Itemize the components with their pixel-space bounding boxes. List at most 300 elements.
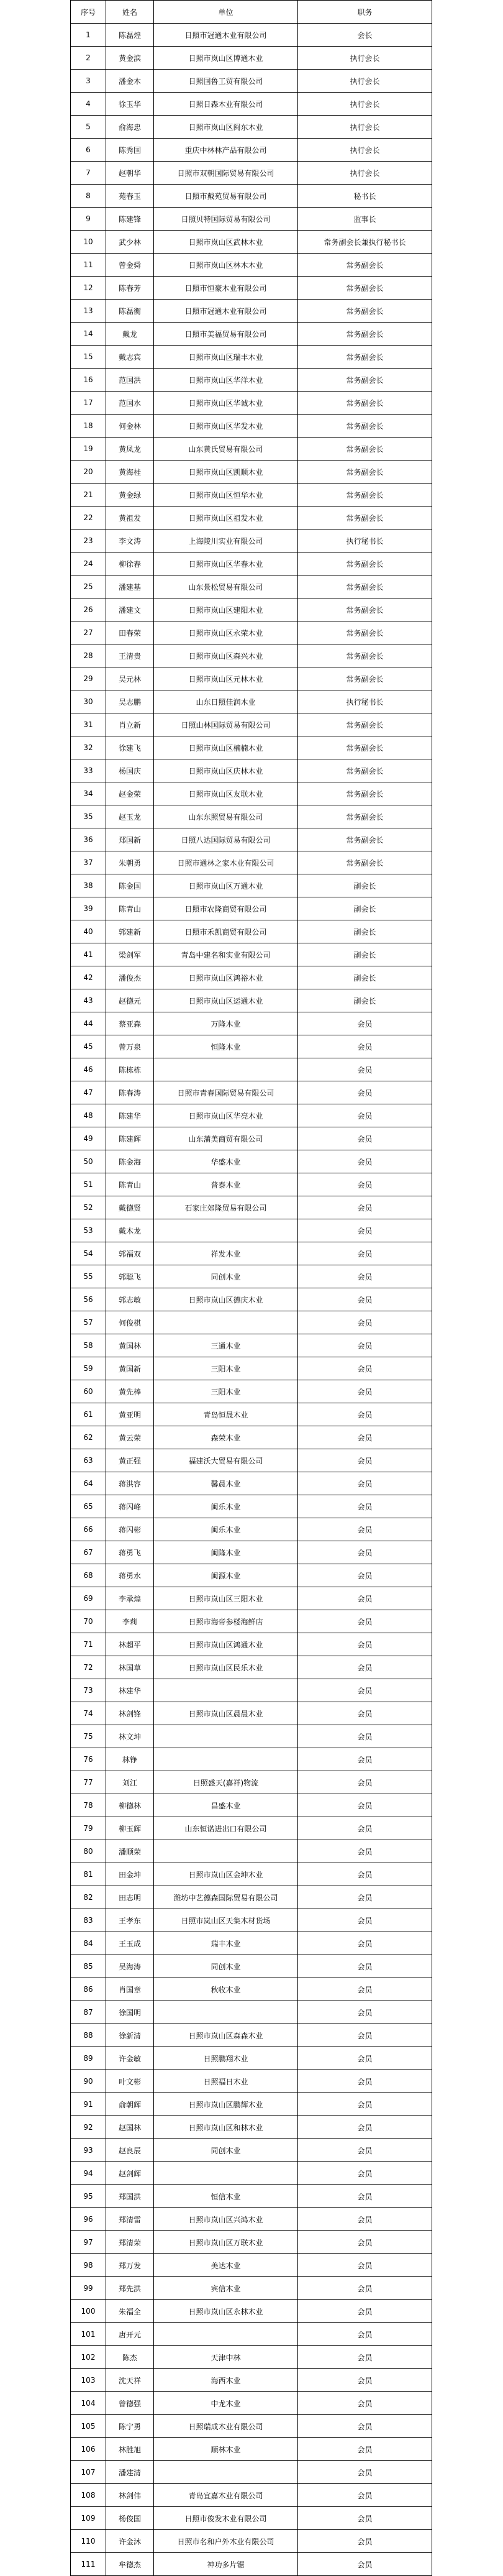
cell-name: 黄祖发 — [106, 506, 154, 529]
table-row — [71, 1035, 432, 1058]
cell-no: 34 — [71, 782, 106, 805]
cell-no: 82 — [71, 1886, 106, 1909]
cell-unit: 上海陵川实业有限公司 — [154, 529, 298, 552]
cell-name: 潘俊杰 — [106, 966, 154, 989]
cell-position: 常务副会长 — [298, 782, 432, 805]
table-row — [71, 369, 432, 392]
cell-position: 常务副会长 — [298, 369, 432, 392]
cell-name: 沈天祥 — [106, 2369, 154, 2392]
cell-unit: 三阳木业 — [154, 1380, 298, 1403]
cell-unit: 恒信木业 — [154, 2185, 298, 2208]
cell-position: 会员 — [298, 1909, 432, 1932]
cell-position: 会员 — [298, 2116, 432, 2139]
cell-unit: 日照市海帝参楼海鲜店 — [154, 1610, 298, 1633]
cell-unit: 瑞丰木业 — [154, 1932, 298, 1955]
cell-position: 执行秘书长 — [298, 529, 432, 552]
cell-name: 黄金滨 — [106, 47, 154, 70]
cell-position: 会员 — [298, 2346, 432, 2369]
cell-unit: 青岛中建名和实业有限公司 — [154, 943, 298, 966]
cell-unit: 日照市岚山区闽东木业 — [154, 116, 298, 139]
cell-name: 杨俊国 — [106, 2507, 154, 2530]
cell-unit: 日照福日木业 — [154, 2070, 298, 2093]
cell-unit: 闽乐木业 — [154, 1518, 298, 1541]
cell-name: 牟德杰 — [106, 2553, 154, 2576]
cell-position: 常务副会长 — [298, 346, 432, 369]
table-row — [71, 575, 432, 598]
cell-unit: 潍坊中艺德森国际贸易有限公司 — [154, 1886, 298, 1909]
table-row — [71, 438, 432, 461]
table-row — [71, 1288, 432, 1311]
table-row — [71, 621, 432, 644]
cell-no: 23 — [71, 529, 106, 552]
cell-position: 会员 — [298, 1771, 432, 1794]
cell-position: 会员 — [298, 1656, 432, 1679]
cell-name: 陈建辉 — [106, 1127, 154, 1150]
cell-no: 55 — [71, 1265, 106, 1288]
cell-position: 常务副会长 — [298, 415, 432, 438]
cell-position: 会员 — [298, 2001, 432, 2024]
cell-unit: 日照市恒豪木业有限公司 — [154, 277, 298, 300]
cell-position: 会员 — [298, 1081, 432, 1104]
cell-unit: 日照市岚山区林木木业 — [154, 254, 298, 277]
cell-name: 俞朝辉 — [106, 2093, 154, 2116]
cell-position: 常务副会长 — [298, 828, 432, 851]
cell-unit: 山东恒诺进出口有限公司 — [154, 1817, 298, 1840]
cell-position: 会员 — [298, 1978, 432, 2001]
cell-no: 98 — [71, 2254, 106, 2277]
table-row — [71, 300, 432, 323]
table-row — [71, 1334, 432, 1357]
cell-unit: 日照市岚山区华亮木业 — [154, 1104, 298, 1127]
cell-position: 常务副会长 — [298, 323, 432, 346]
cell-position: 会员 — [298, 1380, 432, 1403]
cell-position: 会员 — [298, 1219, 432, 1242]
cell-unit: 福建沃大贸易有限公司 — [154, 1449, 298, 1472]
cell-name: 赵朝华 — [106, 162, 154, 185]
cell-name: 吴海涛 — [106, 1955, 154, 1978]
table-row — [71, 2553, 432, 2576]
cell-unit: 日照市岚山区华诚木业 — [154, 392, 298, 415]
cell-unit: 日照市岚山区祖发木业 — [154, 506, 298, 529]
table-row — [71, 1863, 432, 1886]
cell-no: 88 — [71, 2024, 106, 2047]
cell-unit: 普泰木业 — [154, 1173, 298, 1196]
cell-unit — [154, 2461, 298, 2484]
table-row — [71, 2162, 432, 2185]
cell-no: 22 — [71, 506, 106, 529]
cell-unit — [154, 2001, 298, 2024]
cell-name: 吴元林 — [106, 667, 154, 690]
cell-name: 郑先洪 — [106, 2277, 154, 2300]
cell-no: 65 — [71, 1495, 106, 1518]
cell-unit: 闽隆木业 — [154, 1541, 298, 1564]
cell-name: 王清贵 — [106, 644, 154, 667]
cell-no: 54 — [71, 1242, 106, 1265]
cell-unit: 闽乐木业 — [154, 1495, 298, 1518]
cell-no: 108 — [71, 2484, 106, 2507]
cell-no: 67 — [71, 1541, 106, 1564]
cell-position: 常务副会长 — [298, 552, 432, 575]
table-row — [71, 208, 432, 231]
cell-name: 林剑伟 — [106, 2484, 154, 2507]
cell-position: 常务副会长 — [298, 277, 432, 300]
table-row — [71, 1932, 432, 1955]
cell-no: 94 — [71, 2162, 106, 2185]
cell-position: 会员 — [298, 1886, 432, 1909]
cell-no: 75 — [71, 1725, 106, 1748]
cell-name: 潘建基 — [106, 575, 154, 598]
table-row — [71, 1564, 432, 1587]
cell-name: 黄先棒 — [106, 1380, 154, 1403]
table-row — [71, 506, 432, 529]
table-row — [71, 1518, 432, 1541]
cell-unit: 日照市岚山区楠楠木业 — [154, 736, 298, 759]
cell-no: 28 — [71, 644, 106, 667]
table-row — [71, 1610, 432, 1633]
table-row — [71, 2254, 432, 2277]
table-row — [71, 598, 432, 621]
cell-position: 会员 — [298, 1564, 432, 1587]
cell-name: 陈金国 — [106, 874, 154, 897]
member-table-container — [70, 0, 432, 2576]
cell-unit: 日照市岚山区天集木材货场 — [154, 1909, 298, 1932]
table-row — [71, 1978, 432, 2001]
table-row — [71, 2507, 432, 2530]
table-row — [71, 989, 432, 1012]
cell-name: 柳玉辉 — [106, 1817, 154, 1840]
table-row — [71, 1840, 432, 1863]
cell-name: 曾万泉 — [106, 1035, 154, 1058]
table-row — [71, 93, 432, 116]
cell-unit: 日照市岚山区运通木业 — [154, 989, 298, 1012]
cell-name: 蒋闪彬 — [106, 1518, 154, 1541]
table-row — [71, 1725, 432, 1748]
cell-position: 会员 — [298, 1633, 432, 1656]
cell-position: 执行会长 — [298, 139, 432, 162]
cell-name: 黄亚明 — [106, 1403, 154, 1426]
cell-name: 许金沐 — [106, 2530, 154, 2553]
cell-no: 85 — [71, 1955, 106, 1978]
cell-no: 7 — [71, 162, 106, 185]
table-row — [71, 2484, 432, 2507]
cell-position: 常务副会长 — [298, 667, 432, 690]
table-row — [71, 759, 432, 782]
cell-position: 会员 — [298, 1702, 432, 1725]
cell-no: 33 — [71, 759, 106, 782]
cell-name: 曾德强 — [106, 2392, 154, 2415]
cell-no: 70 — [71, 1610, 106, 1633]
cell-no: 72 — [71, 1656, 106, 1679]
cell-position: 会员 — [298, 2047, 432, 2070]
cell-unit: 青岛恒晟木业 — [154, 1403, 298, 1426]
cell-no: 16 — [71, 369, 106, 392]
cell-unit: 日照市戴苑贸易有限公司 — [154, 185, 298, 208]
cell-name: 陈青山 — [106, 897, 154, 920]
cell-position: 会员 — [298, 2231, 432, 2254]
cell-no: 80 — [71, 1840, 106, 1863]
cell-name: 潘金木 — [106, 70, 154, 93]
cell-unit: 日照市岚山区建阳木业 — [154, 598, 298, 621]
cell-position: 执行会长 — [298, 47, 432, 70]
table-row — [71, 484, 432, 506]
cell-name: 林文坤 — [106, 1725, 154, 1748]
cell-position: 会员 — [298, 2070, 432, 2093]
cell-name: 陈杰 — [106, 2346, 154, 2369]
cell-position: 常务副会长兼执行秘书长 — [298, 231, 432, 254]
table-row — [71, 2438, 432, 2461]
cell-name: 郑国新 — [106, 828, 154, 851]
cell-name: 黄海桂 — [106, 461, 154, 484]
cell-unit: 日照盛天(嘉祥)物流 — [154, 1771, 298, 1794]
cell-unit: 日照市通林之家木业有限公司 — [154, 851, 298, 874]
cell-no: 57 — [71, 1311, 106, 1334]
cell-position: 会员 — [298, 1725, 432, 1748]
table-row — [71, 2001, 432, 2024]
cell-position: 会员 — [298, 2024, 432, 2047]
table-row — [71, 1265, 432, 1288]
table-row — [71, 1886, 432, 1909]
cell-name: 陈磊衡 — [106, 300, 154, 323]
cell-name: 苑春玉 — [106, 185, 154, 208]
cell-unit: 山东黄氏贸易有限公司 — [154, 438, 298, 461]
cell-unit: 日照市俊发木业有限公司 — [154, 2507, 298, 2530]
header-position: 职务 — [298, 1, 432, 24]
cell-unit: 日照市冠通木业有限公司 — [154, 24, 298, 47]
cell-position: 常务副会长 — [298, 759, 432, 782]
cell-name: 何金林 — [106, 415, 154, 438]
cell-position: 副会长 — [298, 966, 432, 989]
cell-name: 何俊棋 — [106, 1311, 154, 1334]
cell-name: 潘建文 — [106, 598, 154, 621]
cell-unit: 石家庄郊隆贸易有限公司 — [154, 1196, 298, 1219]
cell-unit: 日照市冠通木业有限公司 — [154, 300, 298, 323]
table-row — [71, 529, 432, 552]
cell-position: 会员 — [298, 2553, 432, 2576]
cell-position: 会员 — [298, 2254, 432, 2277]
cell-no: 62 — [71, 1426, 106, 1449]
cell-unit: 日照市岚山区恒华木业 — [154, 484, 298, 506]
table-row — [71, 461, 432, 484]
cell-no: 58 — [71, 1334, 106, 1357]
cell-no: 53 — [71, 1219, 106, 1242]
cell-position: 会员 — [298, 1426, 432, 1449]
cell-name: 黄金绿 — [106, 484, 154, 506]
cell-position: 会员 — [298, 2323, 432, 2346]
cell-no: 1 — [71, 24, 106, 47]
cell-unit: 日照市岚山区永荣木业 — [154, 621, 298, 644]
table-row — [71, 2392, 432, 2415]
table-row — [71, 1955, 432, 1978]
cell-no: 79 — [71, 1817, 106, 1840]
table-row — [71, 1357, 432, 1380]
cell-unit: 日照市岚山区和林木业 — [154, 2116, 298, 2139]
cell-unit: 顺林木业 — [154, 2438, 298, 2461]
cell-name: 蒋勇飞 — [106, 1541, 154, 1564]
cell-unit: 日照市岚山区森兴木业 — [154, 644, 298, 667]
cell-position: 副会长 — [298, 920, 432, 943]
table-row — [71, 2139, 432, 2162]
cell-no: 27 — [71, 621, 106, 644]
cell-position: 会员 — [298, 1058, 432, 1081]
cell-unit: 日照山林国际贸易有限公司 — [154, 713, 298, 736]
cell-position: 会员 — [298, 2369, 432, 2392]
cell-no: 97 — [71, 2231, 106, 2254]
cell-no: 14 — [71, 323, 106, 346]
table-row — [71, 2185, 432, 2208]
cell-no: 24 — [71, 552, 106, 575]
table-row — [71, 2369, 432, 2392]
cell-position: 会员 — [298, 2461, 432, 2484]
table-body — [71, 24, 432, 2576]
cell-no: 44 — [71, 1012, 106, 1035]
cell-position: 执行会长 — [298, 70, 432, 93]
cell-position: 常务副会长 — [298, 644, 432, 667]
cell-position: 秘书长 — [298, 185, 432, 208]
cell-name: 郭聪飞 — [106, 1265, 154, 1288]
cell-name: 赵剑辉 — [106, 2162, 154, 2185]
cell-no: 19 — [71, 438, 106, 461]
cell-unit — [154, 1219, 298, 1242]
cell-unit: 日照日森木业有限公司 — [154, 93, 298, 116]
cell-no: 109 — [71, 2507, 106, 2530]
cell-no: 3 — [71, 70, 106, 93]
cell-unit: 同创木业 — [154, 2139, 298, 2162]
cell-no: 93 — [71, 2139, 106, 2162]
table-row — [71, 1012, 432, 1035]
cell-name: 陈磊煌 — [106, 24, 154, 47]
cell-no: 95 — [71, 2185, 106, 2208]
cell-unit: 山东东照贸易有限公司 — [154, 805, 298, 828]
table-row — [71, 1219, 432, 1242]
cell-name: 陈宁勇 — [106, 2415, 154, 2438]
cell-name: 陈春芳 — [106, 277, 154, 300]
cell-position: 常务副会长 — [298, 461, 432, 484]
header-unit: 单位 — [154, 1, 298, 24]
cell-no: 74 — [71, 1702, 106, 1725]
cell-unit: 神功多片锯 — [154, 2553, 298, 2576]
cell-name: 黄正强 — [106, 1449, 154, 1472]
cell-position: 会员 — [298, 1127, 432, 1150]
cell-name: 范国洪 — [106, 369, 154, 392]
cell-unit: 山东蒲美商贸有限公司 — [154, 1127, 298, 1150]
cell-unit: 日照贝特国际贸易有限公司 — [154, 208, 298, 231]
cell-no: 107 — [71, 2461, 106, 2484]
cell-position: 常务副会长 — [298, 851, 432, 874]
cell-no: 92 — [71, 2116, 106, 2139]
cell-name: 柳徐春 — [106, 552, 154, 575]
cell-unit — [154, 1725, 298, 1748]
cell-no: 35 — [71, 805, 106, 828]
table-row — [71, 24, 432, 47]
cell-no: 69 — [71, 1587, 106, 1610]
cell-name: 陈建锋 — [106, 208, 154, 231]
cell-name: 黄云荣 — [106, 1426, 154, 1449]
cell-unit: 秋收木业 — [154, 1978, 298, 2001]
cell-position: 会员 — [298, 2277, 432, 2300]
cell-position: 执行会长 — [298, 116, 432, 139]
cell-name: 赵良辰 — [106, 2139, 154, 2162]
cell-unit: 日照市岚山区万联木业 — [154, 2231, 298, 2254]
cell-position: 会员 — [298, 1748, 432, 1771]
cell-position: 常务副会长 — [298, 506, 432, 529]
cell-no: 41 — [71, 943, 106, 966]
cell-unit: 日照市农隆商贸有限公司 — [154, 897, 298, 920]
cell-position: 会员 — [298, 1288, 432, 1311]
table-row — [71, 805, 432, 828]
cell-position: 会员 — [298, 2507, 432, 2530]
cell-name: 肖立新 — [106, 713, 154, 736]
cell-no: 60 — [71, 1380, 106, 1403]
cell-name: 吴志鹏 — [106, 690, 154, 713]
cell-unit: 日照市岚山区三阳木业 — [154, 1587, 298, 1610]
cell-no: 64 — [71, 1472, 106, 1495]
cell-position: 会员 — [298, 1196, 432, 1219]
cell-no: 68 — [71, 1564, 106, 1587]
cell-no: 73 — [71, 1679, 106, 1702]
cell-unit: 日照市岚山区华洋木业 — [154, 369, 298, 392]
cell-no: 102 — [71, 2346, 106, 2369]
cell-no: 39 — [71, 897, 106, 920]
table-row — [71, 2300, 432, 2323]
cell-unit: 日照市岚山区元林木业 — [154, 667, 298, 690]
cell-name: 蔡亚森 — [106, 1012, 154, 1035]
cell-unit: 日照市岚山区永林木业 — [154, 2300, 298, 2323]
table-row — [71, 2323, 432, 2346]
table-row — [71, 552, 432, 575]
table-row — [71, 1748, 432, 1771]
cell-unit: 日照瑞成木业有限公司 — [154, 2415, 298, 2438]
cell-name: 徐国明 — [106, 2001, 154, 2024]
cell-no: 52 — [71, 1196, 106, 1219]
cell-no: 46 — [71, 1058, 106, 1081]
cell-name: 朱福全 — [106, 2300, 154, 2323]
table-row — [71, 2231, 432, 2254]
cell-position: 会员 — [298, 1104, 432, 1127]
table-row — [71, 415, 432, 438]
cell-position: 会员 — [298, 1173, 432, 1196]
cell-no: 43 — [71, 989, 106, 1012]
cell-no: 45 — [71, 1035, 106, 1058]
table-row — [71, 2346, 432, 2369]
cell-name: 郑清荣 — [106, 2231, 154, 2254]
cell-no: 100 — [71, 2300, 106, 2323]
cell-no: 99 — [71, 2277, 106, 2300]
cell-name: 肖国章 — [106, 1978, 154, 2001]
cell-position: 会员 — [298, 1863, 432, 1886]
cell-name: 赵国林 — [106, 2116, 154, 2139]
table-row — [71, 231, 432, 254]
cell-name: 陈春涛 — [106, 1081, 154, 1104]
cell-no: 29 — [71, 667, 106, 690]
cell-name: 黄凤龙 — [106, 438, 154, 461]
table-row — [71, 1173, 432, 1196]
cell-name: 唐开元 — [106, 2323, 154, 2346]
cell-name: 林剑锋 — [106, 1702, 154, 1725]
cell-no: 101 — [71, 2323, 106, 2346]
table-row — [71, 1058, 432, 1081]
cell-position: 常务副会长 — [298, 713, 432, 736]
cell-position: 会长 — [298, 24, 432, 47]
cell-name: 郑万发 — [106, 2254, 154, 2277]
cell-position: 会员 — [298, 2415, 432, 2438]
cell-position: 副会长 — [298, 897, 432, 920]
table-row — [71, 116, 432, 139]
table-row — [71, 667, 432, 690]
cell-unit: 宾信木业 — [154, 2277, 298, 2300]
cell-name: 郭志敏 — [106, 1288, 154, 1311]
cell-no: 59 — [71, 1357, 106, 1380]
cell-unit: 美达木业 — [154, 2254, 298, 2277]
